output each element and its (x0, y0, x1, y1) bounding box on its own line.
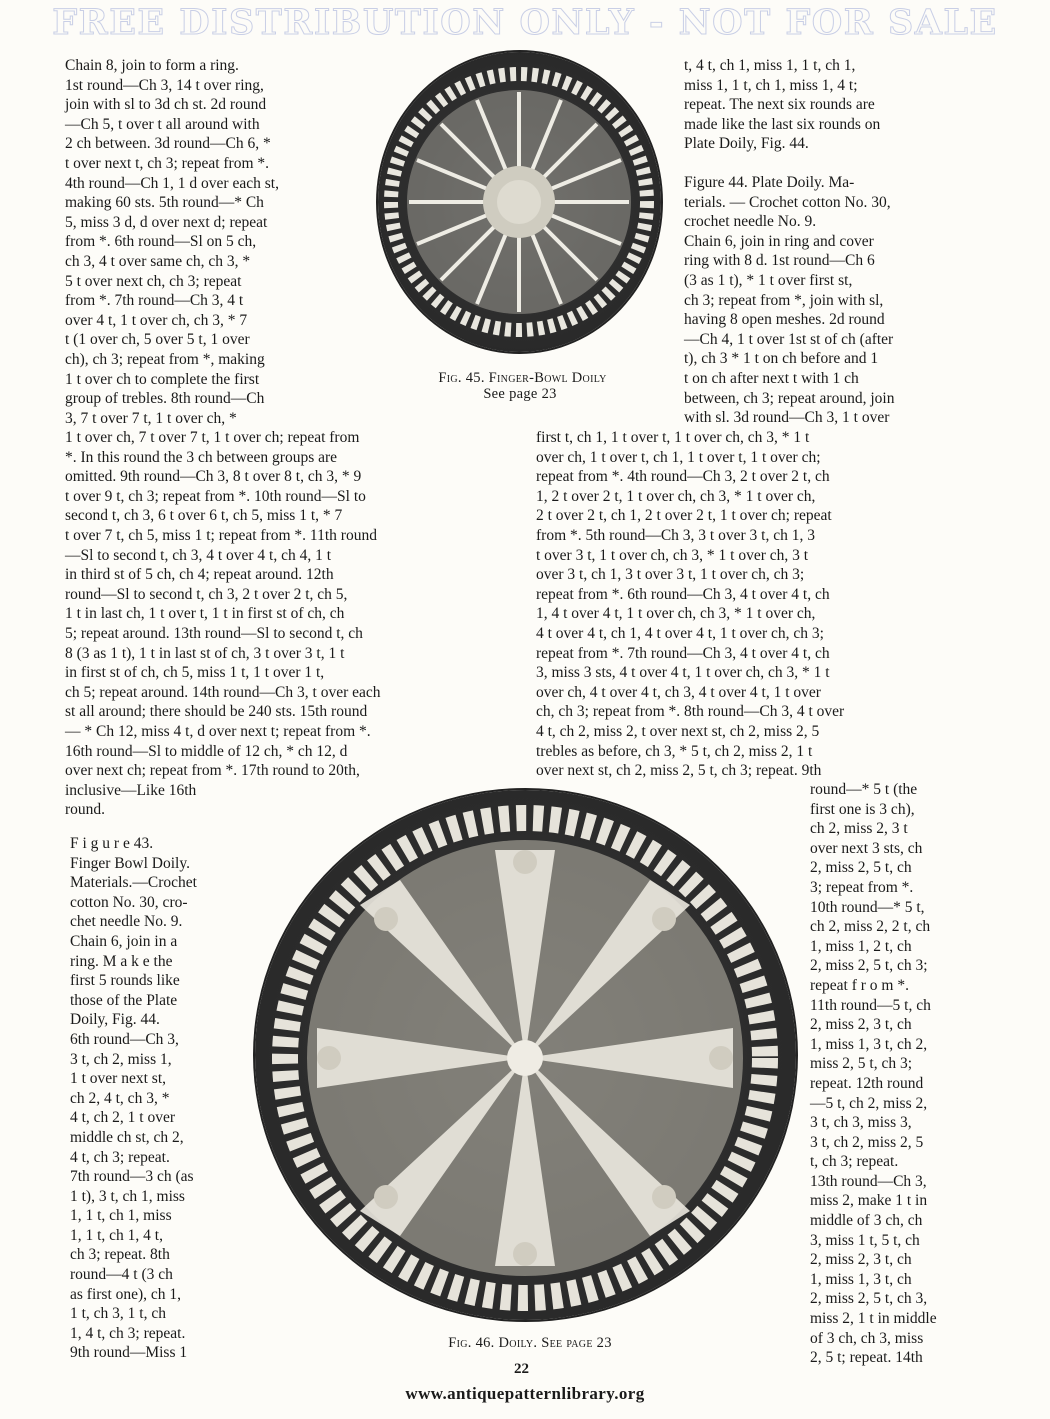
figure-46-doily-photo (255, 790, 796, 1320)
figure-45-see-page: See page 23 (483, 386, 557, 402)
paragraph-col3-top: t, 4 t, ch 1, miss 1, 1 t, ch 1, miss 1, 1 t, ch 1, miss 1, 4 t; repeat. The next six rounds are made like the last six rounds on Plate Doily, Fig. 44. (684, 57, 881, 153)
paragraph-figure-43: F i g u r e 43. Finger Bowl Doily. Materials.—Crochet cotton No. 30, cro- chet needle No. 9. Chain 6, join in a ring. M a k e the first 5 rounds like those of the Plate Doily, Fig. 44. 6th round—Ch 3, 3 t, ch 2, miss 1, 1 t over next st, ch 2, 4 t, ch 3, * 4 t, ch 2, 1 t over middle ch st, ch 2, 4 t, ch 3; repeat. 7th round—3 ch (as 1 t), 3 t, ch 1, miss 1, 1 t, ch 1, miss 1, 1 t, ch 1, 4 t, ch 3; repeat. 8th round—4 t (3 ch as first one), ch 1, 1 t, ch 3, 1 t, ch 1, 4 t, ch 3; repeat. 9th round—Miss 1 (70, 835, 197, 1362)
paragraph-col3-wide: first t, ch 1, 1 t over t, 1 t over ch, ch 3, * 1 t over ch, 1 t over t, ch 1, 1 t over t, 1 t over ch; repeat from *. 4th round—Ch 3, 2 t over 2 t, ch 1, 2 t over 2 t, 1 t over ch, ch 3, * 1 t over ch, 2 t over 2 t, ch 1, 2 t over 2 t, 1 t over ch; repeat from *. 5th round—Ch 3, 3 t over 3 t, ch 1, 3 t over 3 t, 1 t over ch, ch 3, * 1 t over ch, 3 t over 3 t, ch 1, 3 t over 3 t, 1 t over ch, ch 3; repeat from *. 6th round—Ch 3, 4 t over 4 t, ch 1, 4 t over 4 t, 1 t over ch, ch 3, * 1 t over ch, 4 t over 4 t, ch 1, 4 t over 4 t, 1 t over ch, ch 3; repeat from *. 7th round—Ch 3, 4 t over 4 t, ch 3, miss 3 sts, 4 t over 4 t, 1 t over ch, ch 3, * 1 t over ch, 4 t over 4 t, ch 3, 4 t over 4 t, 1 t over ch, ch 3; repeat from *. 8th round—Ch 3, 4 t over 4 t, ch 2, miss 2, t over next st, ch 2, miss 2, 5 trebles as before, ch 3, * 5 t, ch 2, miss 2, 1 t over next st, ch 2, miss 2, 5 t, ch 3; repeat. 9th (536, 429, 845, 780)
figure-45-doily-photo (378, 52, 661, 352)
page-number: 22 (514, 1361, 529, 1377)
footer-url: www.antiquepatternlibrary.org (405, 1384, 645, 1403)
paragraph-col1-top: Chain 8, join to form a ring. 1st round—Ch 3, 14 t over ring, join with sl to 3d ch st. 2d round —Ch 5, t over t all around with 2 ch between. 3d round—Ch 6, * t over next t, ch 3; repeat from *. 4th round—Ch 1, 1 d over each st, making 60 sts. 5th round—* Ch 5, miss 3 d, d over next d; repeat from *. 6th round—Sl on 5 ch, ch 3, 4 t over same ch, ch 3, * 5 t over next ch, ch 3; repeat from *. 7th round—Ch 3, 4 t over 4 t, 1 t over ch, ch 3, * 7 t (1 over ch, 5 over 5 t, 1 over ch), ch 3; repeat from *, making 1 t over ch to complete the first group of trebles. 8th round—Ch 3, 7 t over 7 t, 1 t over ch, * (65, 57, 279, 427)
figure-46-caption: Fig. 46. Doily. See page 23 (448, 1335, 612, 1351)
paragraph-col3-narrow: round—* 5 t (the first one is 3 ch), ch 2, miss 2, 3 t over next 3 sts, ch 2, miss 2, 5 t, ch 3; repeat from *. 10th round—* 5 t, ch 2, miss 2, 2 t, ch 1, miss 1, 2 t, ch 2, miss 2, 5 t, ch 3; repeat f r o m *. 11th round—5 t, ch 2, miss 2, 3 t, ch 1, miss 1, 3 t, ch 2, miss 2, 5 t, ch 3; repeat. 12th round —5 t, ch 2, miss 2, 3 t, ch 3, miss 3, 3 t, ch 2, miss 2, 5 t, ch 3; repeat. 13th round—Ch 3, miss 2, make 1 t in middle of 3 ch, ch 3, miss 1 t, 5 t, ch 2, miss 2, 3 t, ch 1, miss 1, 3 t, ch 2, miss 2, 5 t, ch 3, miss 2, 1 t in middle of 3 ch, ch 3, miss 2, 5 t; repeat. 14th (810, 781, 937, 1367)
doily-46-pattern (255, 790, 796, 1320)
watermark-banner: FREE DISTRIBUTION ONLY - NOT FOR SALE (52, 2, 998, 43)
paragraph-col1-wide: 1 t over ch, 7 t over 7 t, 1 t over ch; repeat from *. In this round the 3 ch between groups are omitted. 9th round—Ch 3, 8 t over 8 t, ch 3, * 9 t over 9 t, ch 3; repeat from *. 10th round—Sl to second t, ch 3, 6 t over 6 t, ch 5, miss 1 t, * 7 t over 7 t, ch 5, miss 1 t; repeat from *. 11th round —Sl to second t, ch 3, 4 t over 4 t, ch 4, 1 t in third st of 5 ch, ch 4; repeat around. 12th round—Sl to second t, ch 3, 2 t over 2 t, ch 5, 1 t in last ch, 1 t over t, 1 t in first st of ch, ch 5; repeat around. 13th round—Sl to second t, ch 8 (3 as 1 t), 1 t in last st of ch, 3 t over 3 t, 1 t in first st of ch, ch 5, miss 1 t, 1 t over 1 t, ch 5; repeat around. 14th round—Ch 3, t over each st all around; there should be 240 sts. 15th round — * Ch 12, miss 4 t, d over next t; repeat from *. 16th round—Sl to middle of 12 ch, * ch 12, d over next ch; repeat from *. 17th round to 20th, inclusive—Like 16th round. (65, 429, 381, 819)
paragraph-figure-44: Figure 44. Plate Doily. Ma- terials. — Crochet cotton No. 30, crochet needle No. 9. Chain 6, join in ring and cover ring with 8 d. 1st round—Ch 6 (3 as 1 t), * 1 t over first st, ch 3; repeat from *, join with sl, having 8 open meshes. 2d round —Ch 4, 1 t over 1st st of ch (after t), ch 3 * 1 t on ch before and 1 t on ch after next t with 1 ch between, ch 3; repeat around, join with sl. 3d round—Ch 3, 1 t over (684, 174, 895, 427)
doily-45-pattern (378, 52, 661, 352)
figure-45-caption: Fig. 45. Finger-Bowl Doily (438, 370, 607, 386)
